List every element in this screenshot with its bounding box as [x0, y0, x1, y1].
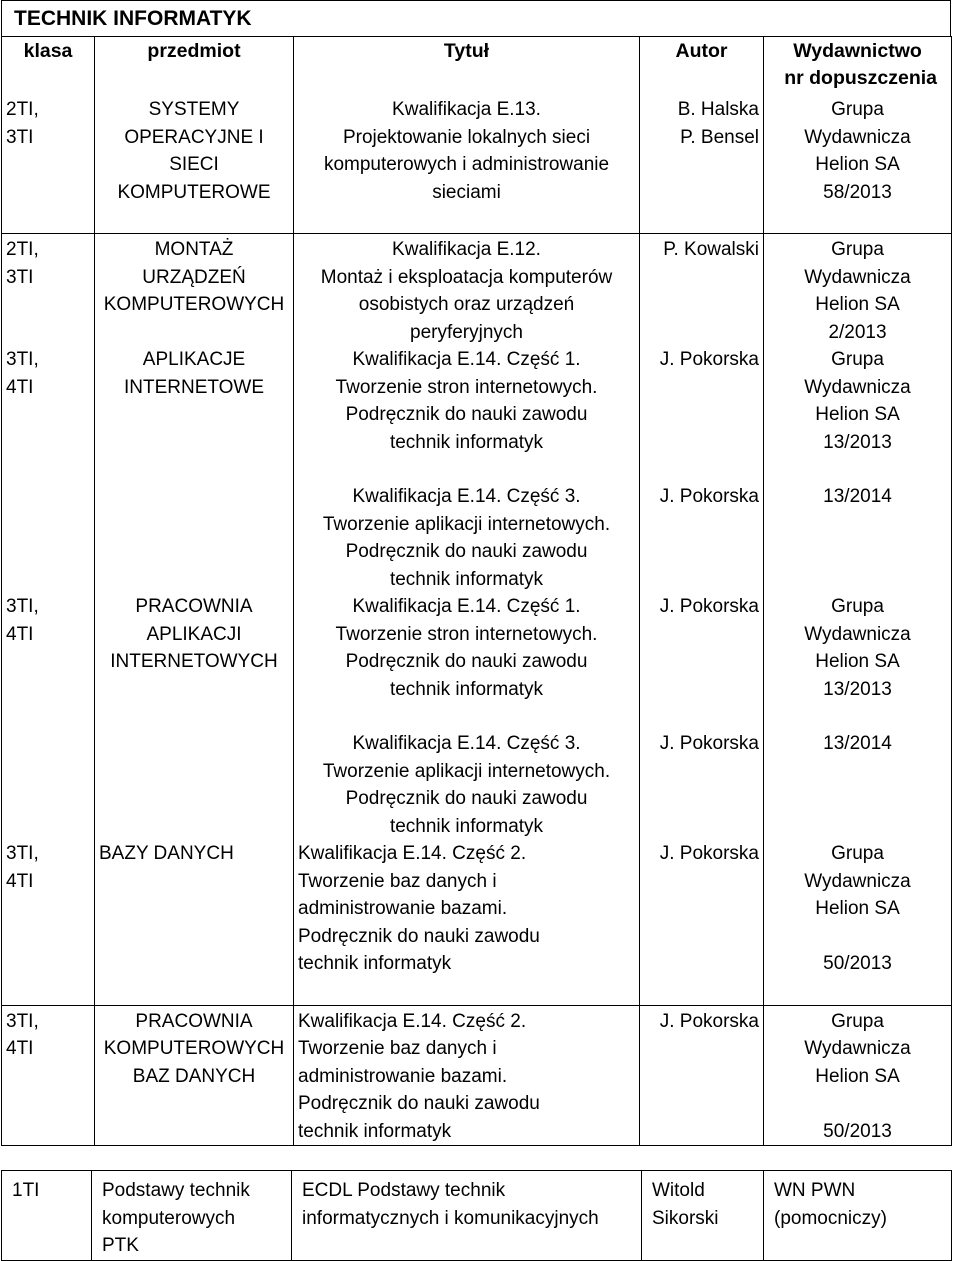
- cell-tytul: Kwalifikacja E.14. Część 1. Tworzenie stron internetowych. Podręcznik do nauki zawodu technik informatyk: [294, 346, 640, 483]
- cell-tytul: Kwalifikacja E.14. Część 2. Tworzenie baz danych i administrowanie bazami. Podręcznik do nauki zawodu technik informatyk: [294, 1005, 640, 1146]
- cell-tytul: Kwalifikacja E.14. Część 3. Tworzenie aplikacji internetowych. Podręcznik do nauki zawodu technik informatyk: [294, 730, 640, 840]
- header-wydawnictwo: [764, 37, 952, 97]
- cell-klasa: 3TI, 4TI: [2, 593, 95, 730]
- cell-klasa: 3TI, 4TI: [2, 1005, 95, 1146]
- cell-przedmiot: [95, 483, 294, 593]
- cell-klasa: 1TI: [2, 1171, 92, 1261]
- cell-klasa: 2TI, 3TI: [2, 234, 95, 347]
- cell-autor: B. Halska P. Bensel: [640, 96, 764, 234]
- textbook-table: [1, 36, 952, 1146]
- cell-klasa: 3TI, 4TI: [2, 346, 95, 483]
- header-przedmiot: przedmiot: [95, 37, 294, 97]
- cell-tytul: Kwalifikacja E.13. Projektowanie lokalnych sieci komputerowych i administrowanie sieciami: [294, 96, 640, 234]
- cell-wydawnictwo: Grupa Wydawnicza Helion SA 13/2013: [764, 593, 952, 730]
- cell-przedmiot: [95, 730, 294, 840]
- cell-wydawnictwo: 13/2014: [764, 730, 952, 840]
- table-header-row: [2, 37, 952, 97]
- cell-tytul: Kwalifikacja E.14. Część 2. Tworzenie baz danych i administrowanie bazami. Podręcznik do nauki zawodu technik informatyk: [294, 840, 640, 1005]
- cell-klasa: [2, 730, 95, 840]
- table-row: [2, 346, 952, 483]
- supplementary-table: [1, 1170, 952, 1261]
- table-row: [2, 840, 952, 1005]
- cell-wydawnictwo: Grupa Wydawnicza Helion SA 58/2013: [764, 96, 952, 234]
- cell-autor: J. Pokorska: [640, 593, 764, 730]
- cell-autor: Witold Sikorski: [642, 1171, 764, 1261]
- table-row: [2, 730, 952, 840]
- table-row: [2, 1005, 952, 1146]
- cell-przedmiot: PRACOWNIA APLIKACJI INTERNETOWYCH: [95, 593, 294, 730]
- cell-przedmiot: PRACOWNIA KOMPUTEROWYCH BAZ DANYCH: [95, 1005, 294, 1146]
- header-autor: Autor: [640, 37, 764, 97]
- cell-tytul: Kwalifikacja E.14. Część 3. Tworzenie aplikacji internetowych. Podręcznik do nauki zawodu technik informatyk: [294, 483, 640, 593]
- cell-klasa: [2, 483, 95, 593]
- table-row: [2, 234, 952, 347]
- cell-autor: J. Pokorska: [640, 730, 764, 840]
- cell-klasa: 2TI, 3TI: [2, 96, 95, 234]
- cell-autor: P. Kowalski: [640, 234, 764, 347]
- table-row: [2, 96, 952, 234]
- header-wydawnictwo-line1: Wydawnictwo: [793, 40, 922, 62]
- table-row: [2, 1171, 952, 1261]
- cell-wydawnictwo: 13/2014: [764, 483, 952, 593]
- cell-autor: J. Pokorska: [640, 483, 764, 593]
- document-title: TECHNIK INFORMATYK: [1, 0, 951, 36]
- cell-autor: J. Pokorska: [640, 1005, 764, 1146]
- cell-przedmiot: SYSTEMY OPERACYJNE I SIECI KOMPUTEROWE: [95, 96, 294, 234]
- cell-tytul: ECDL Podstawy technik informatycznych i komunikacyjnych: [292, 1171, 642, 1261]
- cell-wydawnictwo: Grupa Wydawnicza Helion SA 13/2013: [764, 346, 952, 483]
- cell-wydawnictwo: Grupa Wydawnicza Helion SA 50/2013: [764, 1005, 952, 1146]
- cell-klasa: 3TI, 4TI: [2, 840, 95, 1005]
- header-tytul: Tytuł: [294, 37, 640, 97]
- cell-wydawnictwo: Grupa Wydawnicza Helion SA 50/2013: [764, 840, 952, 1005]
- cell-tytul: Kwalifikacja E.12. Montaż i eksploatacja komputerów osobistych oraz urządzeń peryferyjnych: [294, 234, 640, 347]
- cell-przedmiot: BAZY DANYCH: [95, 840, 294, 1005]
- cell-wydawnictwo: WN PWN (pomocniczy): [764, 1171, 952, 1261]
- table-row: [2, 483, 952, 593]
- cell-autor: J. Pokorska: [640, 840, 764, 1005]
- table-row: [2, 593, 952, 730]
- cell-autor: J. Pokorska: [640, 346, 764, 483]
- header-klasa: klasa: [2, 37, 95, 97]
- cell-przedmiot: Podstawy technik komputerowych PTK: [92, 1171, 292, 1261]
- cell-przedmiot: APLIKACJE INTERNETOWE: [95, 346, 294, 483]
- header-wydawnictwo-line2: nr dopuszczenia: [784, 67, 937, 89]
- cell-wydawnictwo: Grupa Wydawnicza Helion SA 2/2013: [764, 234, 952, 347]
- cell-przedmiot: MONTAŻ URZĄDZEŃ KOMPUTEROWYCH: [95, 234, 294, 347]
- cell-tytul: Kwalifikacja E.14. Część 1. Tworzenie stron internetowych. Podręcznik do nauki zawodu technik informatyk: [294, 593, 640, 730]
